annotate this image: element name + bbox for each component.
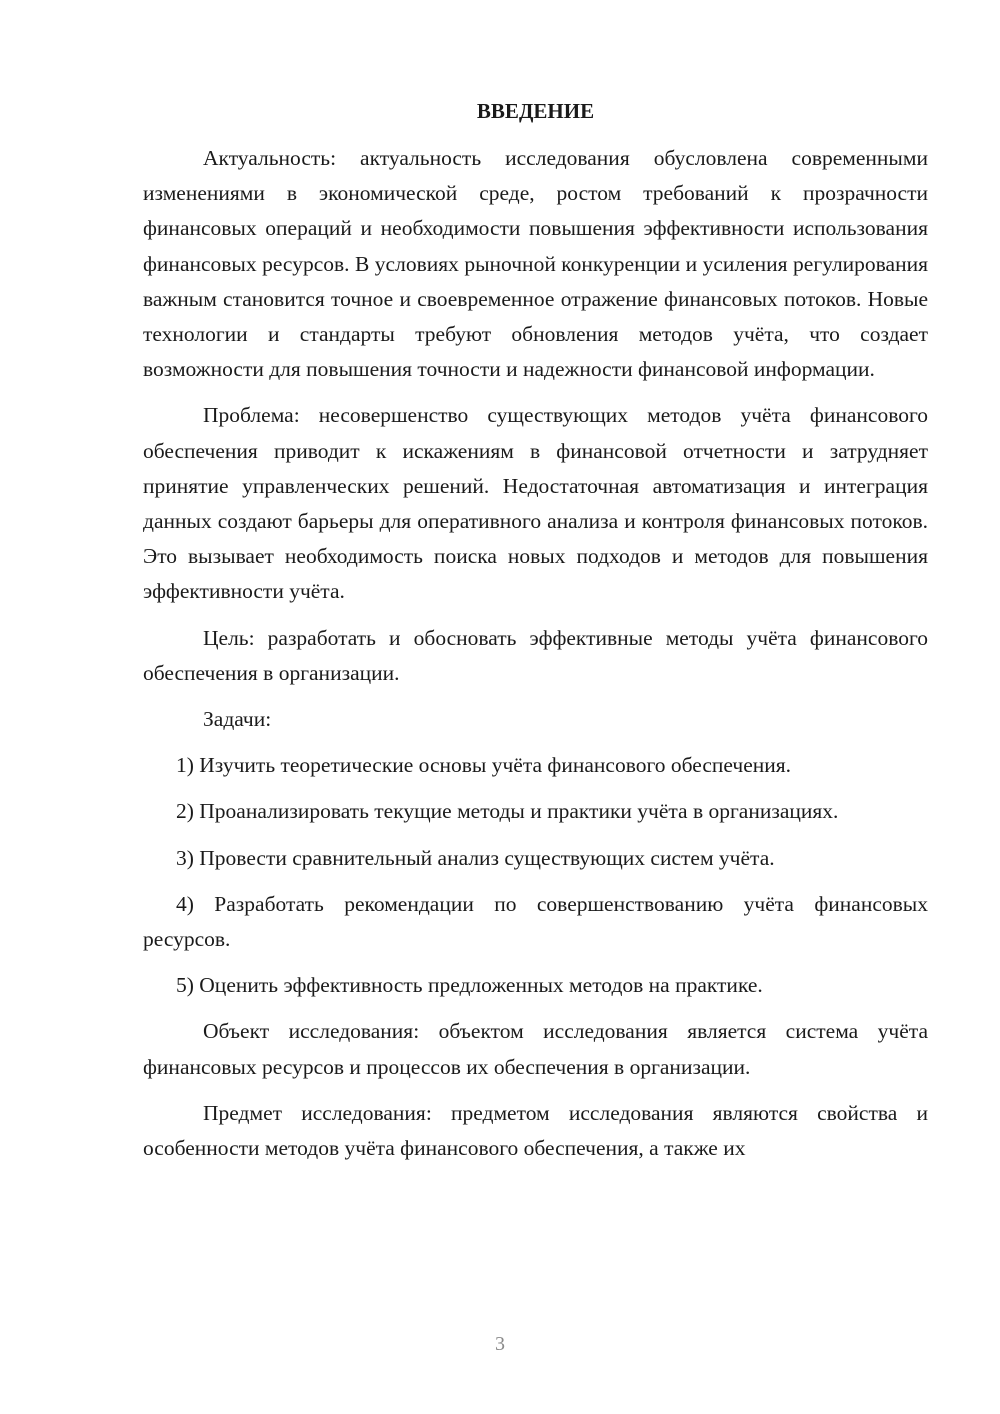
document-body — [143, 141, 928, 1177]
tasks-heading: Задачи: — [203, 707, 272, 732]
paragraph-goal: Цель: разработать и обосновать эффективные методы учёта финансового обеспечения в организации. — [143, 625, 928, 685]
page-number: 3 — [495, 1333, 505, 1355]
task-item-3: 3) Провести сравнительный анализ существующих систем учёта. — [176, 845, 775, 870]
page-title: ВВЕДЕНИЕ — [476, 99, 595, 123]
task-item-5: 5) Оценить эффективность предложенных методов на практике. — [176, 973, 763, 998]
task-item-2: 2) Проанализировать текущие методы и практики учёта в организациях. — [176, 799, 839, 824]
paragraph-problem: Проблема: несовершенство существующих методов учёта финансового обеспечения приводит к искажениям в финансовой отчетности и затрудняет принятие управленческих решений. Недостаточная автоматизация и интеграция данных создают барьеры для оперативного анализа и контроля финансовых потоков. Это вызывает необходимость поиска новых подходов и методов для повышения эффективности учёта. — [143, 403, 928, 604]
task-item-4: 4) Разработать рекомендации по совершенствованию учёта финансовых ресурсов. — [143, 891, 928, 952]
paragraph-object: Объект исследования: объектом исследования является система учёта финансовых ресурсов и процессов их обеспечения в организации. — [143, 1019, 928, 1079]
paragraph-subject: Предмет исследования: предметом исследования являются свойства и особенности методов учёта финансового обеспечения, а также их — [143, 1100, 928, 1161]
paragraph-relevance: Актуальность: актуальность исследования обусловлена современными изменениями в экономической среде, ростом требований к прозрачности финансовых операций и необходимости повышения эффективности использования финансовых ресурсов. В условиях рыночной конкуренции и усиления регулирования важным становится точное и своевременное отражение финансовых потоков. Новые технологии и стандарты требуют обновления методов учёта, что создает возможности для повышения точности и надежности финансовой информации. — [143, 146, 928, 382]
task-item-1: 1) Изучить теоретические основы учёта финансового обеспечения. — [176, 753, 792, 778]
